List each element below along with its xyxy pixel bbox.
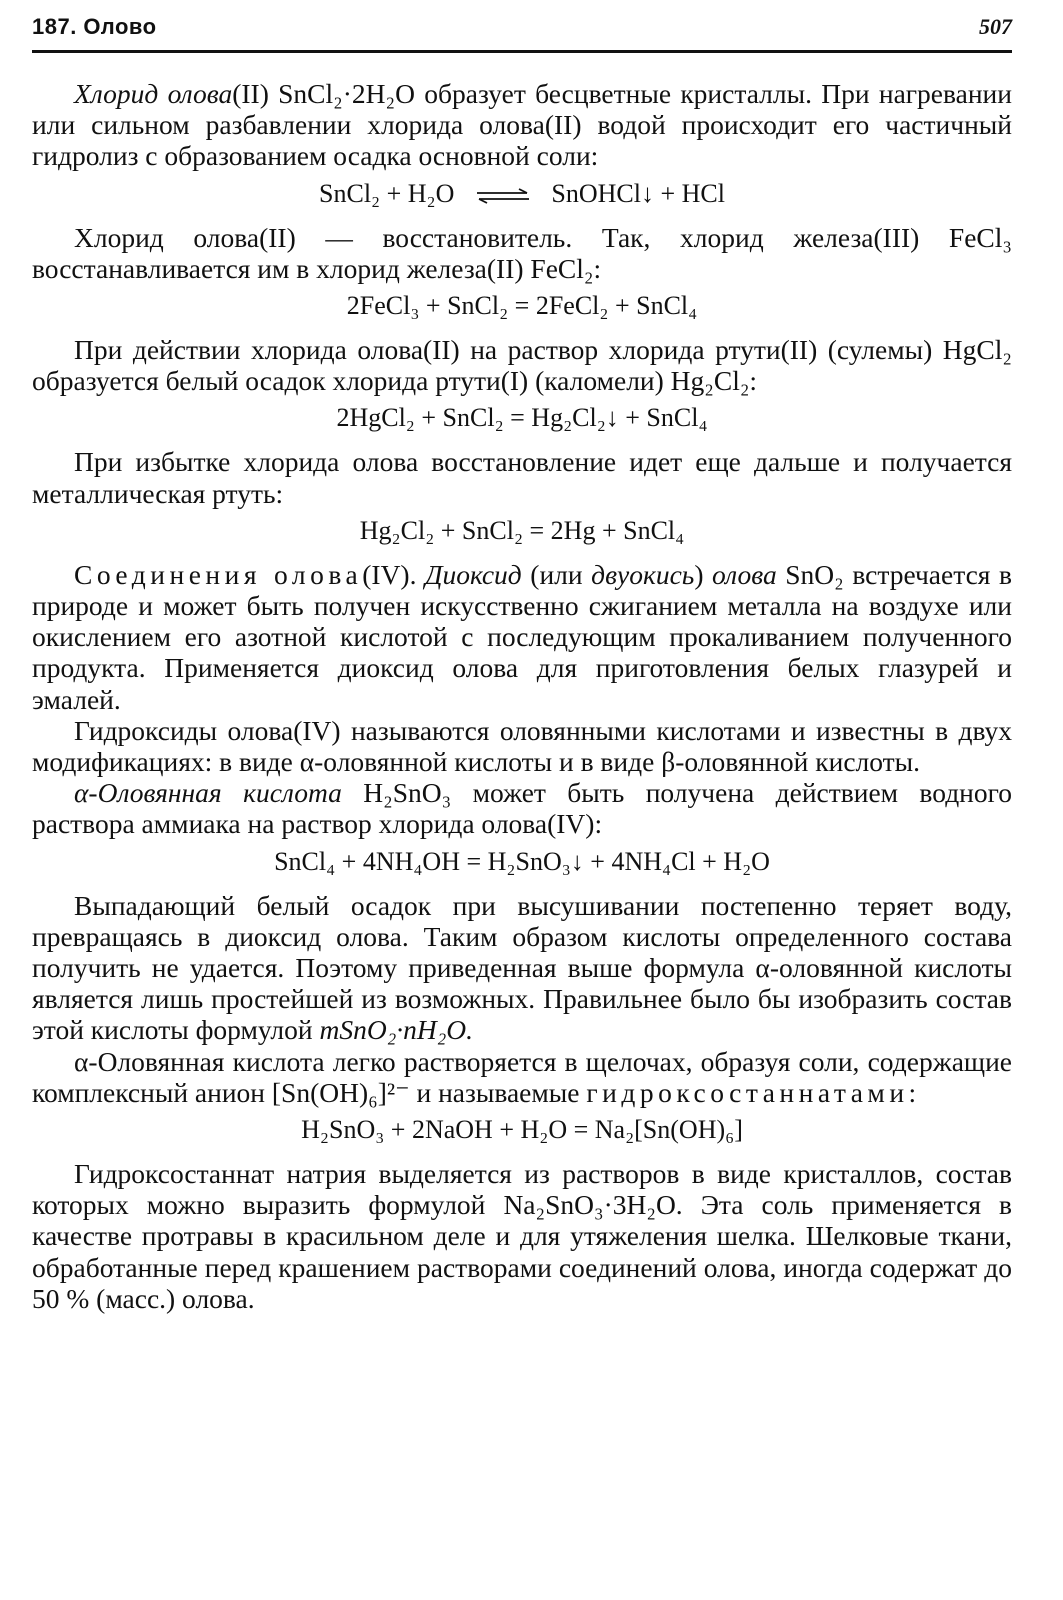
- equation-hg2cl2: Hg₂Cl₂ + SnCl₂ = 2Hg + SnCl₄: [359, 515, 685, 545]
- header-rule: [32, 50, 1012, 53]
- paragraph-precipitate: [32, 890, 1012, 1046]
- paragraph-tin-chloride: [32, 78, 1012, 172]
- running-head: 187. Олово: [32, 14, 157, 39]
- body-text: [32, 78, 1012, 1314]
- paragraph-stannate: Гидроксостаннат натрия выделяется из растворов в виде кристаллов, состав которых можно выразить формулой Na₂SnO₃·3H₂O. Эта соль применяется в качестве протравы в красильном деле и для утяжеления шелка. Шелковые ткани, обработанные перед крашением растворами соединений олова, иногда содержат до 50 % (масс.) олова.: [32, 1158, 1012, 1314]
- term-italic: Хлорид олова: [74, 78, 233, 109]
- paragraph-text: (IV).: [362, 558, 426, 590]
- paragraph-text: (II) SnCl₂·2H₂O образует бесцветные кристаллы. При нагревании или сильном разбавлении хлорида олова(II) водой происходит его частичный гидролиз с образованием осадка основной соли:: [32, 78, 1012, 172]
- equation-left: SnCl₂ + H₂O: [319, 178, 455, 208]
- paragraph-text: SnO₂ встречается в природе и может быть получен искусственно сжиганием металла на воздухе или окислением его азотной кислотой с последующим прокаливанием полученного продукта. Применяется диоксид олова для приготовления белых глазурей и эмалей.: [32, 558, 1012, 715]
- paragraph-text: (или: [521, 558, 592, 590]
- paragraph-text: α-Оловянная кислота легко растворяется в щелочах, образуя соли, содержащие комплексный анион [Sn(OH)₆]²⁻ и называемые: [32, 1045, 1012, 1108]
- paragraph-alkali: [32, 1046, 1012, 1108]
- spaced-term: гидроксостаннатами:: [586, 1076, 921, 1108]
- section-heading: Соединения олова: [74, 558, 363, 590]
- equation-hgcl2: 2HgCl₂ + SnCl₂ = Hg₂Cl₂↓ + SnCl₄: [336, 403, 708, 433]
- term-italic: двуокись: [591, 558, 695, 590]
- equation-right: SnOHCl↓ + HCl: [551, 178, 725, 208]
- paragraph-hydroxides: Гидроксиды олова(IV) называются оловянными кислотами и известны в двух модификациях: в виде α-оловянной кислоты и в виде β-оловянной кислоты.: [32, 714, 1012, 778]
- equation-sncl4: SnCl₄ + 4NH₄OH = H₂SnO₃↓ + 4NH₄Cl + H₂O: [274, 846, 770, 876]
- page-header: [32, 14, 1012, 44]
- equilibrium-arrow-icon: [475, 188, 531, 204]
- equation-naoh: H₂SnO₃ + 2NaOH + H₂O = Na₂[Sn(OH)₆]: [301, 1115, 743, 1145]
- equation-fecl3: 2FeCl₃ + SnCl₂ = 2FeCl₂ + SnCl₄: [346, 291, 698, 321]
- paragraph-alpha-acid: [32, 777, 1012, 839]
- paragraph-text: H₂SnO₃ может быть получена действием водного раствора аммиака на раствор хлорида олова(IV):: [32, 777, 1012, 840]
- paragraph-reductant: Хлорид олова(II) — восстановитель. Так, хлорид железа(III) FeCl₃ восстанавливается им в хлорид железа(II) FeCl₂:: [32, 221, 1012, 284]
- term-italic: олова: [712, 558, 777, 590]
- paragraph-tin-iv: [32, 559, 1012, 715]
- paragraph-mercury-chloride: При действии хлорида олова(II) на раствор хлорида ртути(II) (сулемы) HgCl₂ образуется белый осадок хлорида ртути(I) (каломели) Hg₂Cl₂:: [32, 334, 1012, 397]
- term-italic: Диоксид: [425, 558, 522, 590]
- page-number: 507: [979, 14, 1012, 39]
- term-italic: α-Оловянная кислота: [74, 777, 342, 809]
- formula-italic: mSnO₂·nH₂O.: [319, 1014, 474, 1046]
- paragraph-excess: При избытке хлорида олова восстановление идет еще дальше и получается металлическая ртуть:: [32, 446, 1012, 509]
- equation-hydrolysis: [32, 174, 1012, 214]
- paragraph-text: ): [694, 558, 713, 590]
- paragraph-text: Выпадающий белый осадок при высушивании постепенно теряет воду, превращаясь в диоксид олова. Таким образом кислоты определенного состава получить не удается. Поэтому приведенная выше формула α-оловянной кислоты является лишь простейшей из возможных. Правильнее было бы изобразить состав этой кислоты формулой: [32, 889, 1012, 1046]
